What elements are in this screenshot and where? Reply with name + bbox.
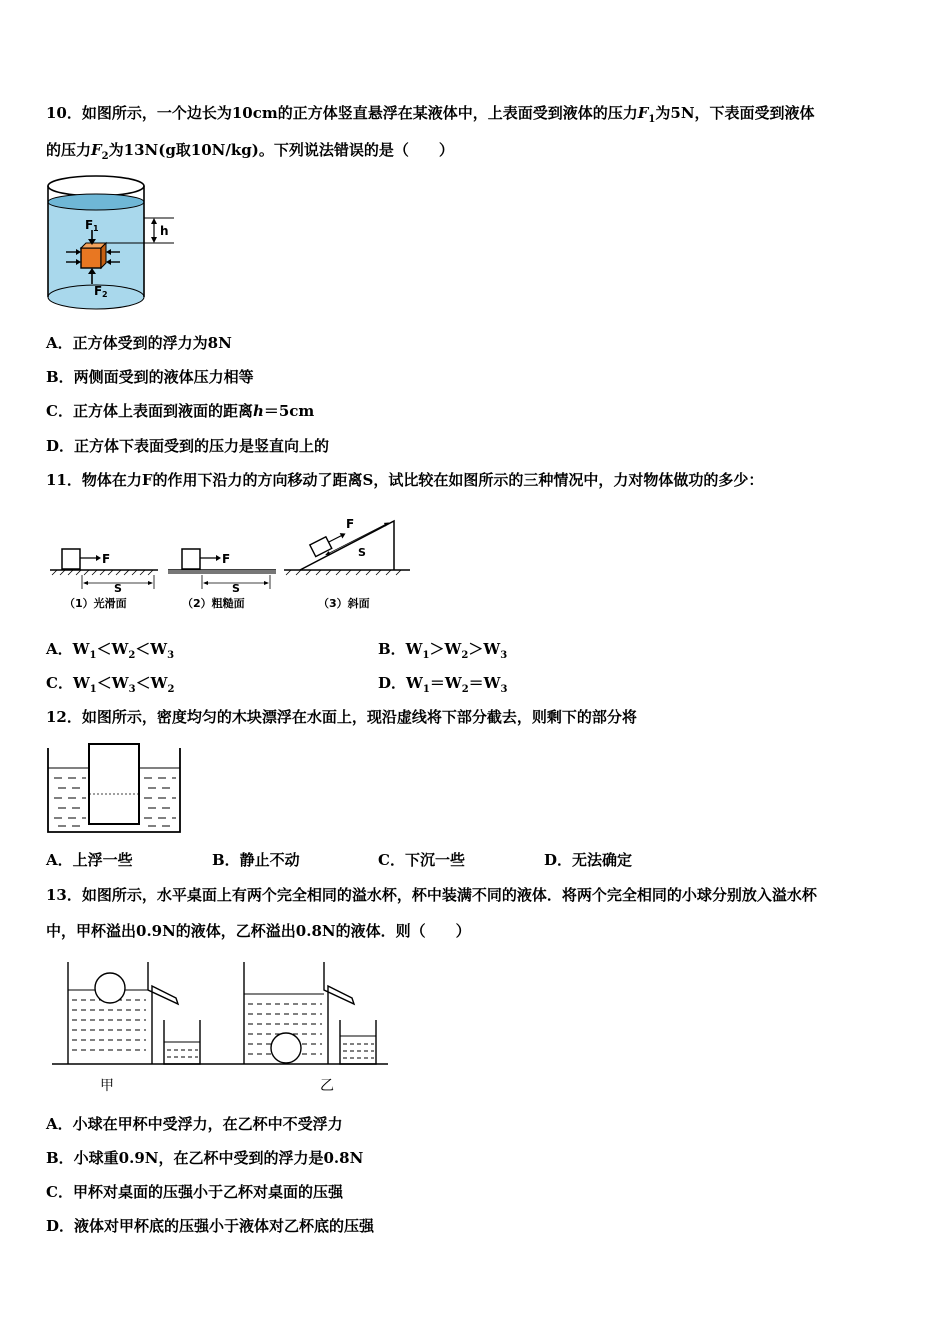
q13-option-b[interactable]: B．小球重0.9N，在乙杯中受到的浮力是0.8N	[46, 1149, 364, 1167]
q10-cube	[81, 248, 101, 268]
q12-stem: 12．如图所示，密度均匀的木块漂浮在水面上，现沿虚线将下部分截去，则剩下的部分将	[46, 708, 637, 726]
q13-option-d[interactable]: D．液体对甲杯底的压强小于液体对乙杯底的压强	[46, 1217, 375, 1235]
q13-overflow-cups-figure	[48, 958, 392, 1098]
q11-f-label-2: F	[222, 552, 231, 566]
q10-option-c-h: h	[252, 402, 264, 420]
q11-f-label-3: F	[346, 517, 355, 531]
q11-a-s3: 3	[167, 650, 175, 661]
q11-d-s1: 1	[422, 684, 430, 695]
q11-stem: 11．物体在力F的作用下沿力的方向移动了距离S，试比较在如图所示的三种情况中，力对物体做功的多少：	[46, 471, 764, 489]
q11-c-s1: 1	[89, 684, 97, 695]
q11-a-op2: ＜W	[135, 640, 168, 658]
q11-c-pre: C．W	[46, 674, 90, 692]
q11-c-s3: 2	[167, 684, 175, 695]
q12-option-c[interactable]: C．下沉一些	[378, 851, 465, 869]
q11-b-op2: ＞W	[468, 640, 501, 658]
q12-option-b[interactable]: B．静止不动	[212, 851, 300, 869]
q10-stem-line2-b: 为13N(g取10N/kg)。下列说法错误的是（ ）	[108, 141, 454, 159]
q11-work-figure	[48, 515, 420, 615]
q10-option-c[interactable]	[46, 400, 314, 421]
q11-c-op1: ＜W	[96, 674, 129, 692]
q12-wood-block	[89, 744, 139, 824]
q11-option-c[interactable]	[46, 672, 174, 695]
q10-cylinder-figure	[40, 172, 180, 320]
q11-caption-3: （3）斜面	[318, 597, 370, 610]
q11-d-op1: ＝W	[429, 674, 462, 692]
q11-c-s2: 3	[128, 684, 136, 695]
q11-option-a[interactable]	[46, 638, 174, 661]
q11-d-op2: ＝W	[468, 674, 501, 692]
q10-f2-label: F	[94, 284, 103, 298]
q10-stem-line1	[46, 102, 815, 125]
q10-stem-part1: 10．如图所示，一个边长为10cm的正方体竖直悬浮在某液体中，上表面受到液体的压力	[46, 104, 638, 122]
q13-stem-line1: 13．如图所示，水平桌面上有两个完全相同的溢水杯，杯中装满不同的液体．将两个完全相同的小球分别放入溢水杯	[46, 886, 817, 904]
q11-a-s2: 2	[128, 650, 136, 661]
q13-ball-jia	[95, 973, 125, 1003]
q11-f-label-1: F	[102, 552, 111, 566]
q13-option-a[interactable]: A．小球在甲杯中受浮力，在乙杯中不受浮力	[46, 1115, 343, 1133]
q11-caption-2: （2）粗糙面	[182, 597, 245, 610]
q11-d-s2: 2	[461, 684, 469, 695]
q12-floating-block-figure	[44, 742, 184, 836]
q10-f2-symbol: F	[91, 141, 102, 159]
q13-label-yi: 乙	[320, 1078, 334, 1094]
q11-s-label-2: S	[232, 582, 240, 595]
q11-s-label-1: S	[114, 582, 122, 595]
q11-s-label-3: S	[358, 546, 366, 559]
q12-option-a[interactable]: A．上浮一些	[46, 851, 133, 869]
q10-option-a[interactable]: A．正方体受到的浮力为8N	[46, 334, 232, 352]
q11-b-s1: 1	[422, 650, 430, 661]
q10-f2-subscript: 2	[101, 151, 109, 162]
q10-option-b[interactable]: B．两侧面受到的液体压力相等	[46, 368, 254, 386]
q10-f1-symbol: F	[637, 104, 649, 122]
q11-caption-1: （1）光滑面	[64, 597, 127, 610]
q11-a-pre: A．W	[46, 640, 90, 658]
q11-a-s1: 1	[89, 650, 97, 661]
q12-option-d[interactable]: D．无法确定	[544, 851, 633, 869]
q11-b-s2: 2	[461, 650, 469, 661]
q11-c-op2: ＜W	[135, 674, 168, 692]
q13-stem-line2: 中，甲杯溢出0.9N的液体，乙杯溢出0.8N的液体．则（ ）	[46, 922, 471, 940]
q10-h-label: h	[160, 224, 169, 238]
q11-b-s3: 3	[500, 650, 508, 661]
q11-a-op1: ＜W	[96, 640, 129, 658]
q13-option-c[interactable]: C．甲杯对桌面的压强小于乙杯对桌面的压强	[46, 1183, 343, 1201]
q10-stem-part2: 为5N，下表面受到液体	[655, 104, 815, 122]
q10-f2-label-sub: 2	[102, 290, 108, 299]
q10-stem-line2-a: 的压力	[46, 141, 92, 159]
q10-f1-subscript: 1	[648, 114, 656, 125]
q10-option-c-value: ＝5cm	[263, 402, 315, 420]
q10-stem-line2	[46, 139, 454, 162]
q10-option-d[interactable]: D．正方体下表面受到的压力是竖直向上的	[46, 437, 330, 455]
q13-label-jia: 甲	[100, 1078, 114, 1094]
q11-b-op1: ＞W	[429, 640, 462, 658]
q11-b-pre: B．W	[378, 640, 423, 658]
q11-option-d[interactable]	[378, 672, 507, 695]
q10-f1-label-sub: 1	[93, 224, 99, 233]
q10-option-c-text: C．正方体上表面到液面的距离	[46, 402, 253, 420]
q11-d-pre: D．W	[378, 674, 423, 692]
q11-d-s3: 3	[500, 684, 508, 695]
q11-option-b[interactable]	[378, 638, 507, 661]
q13-ball-yi	[271, 1033, 301, 1063]
q10-f1-label: F	[85, 218, 94, 232]
